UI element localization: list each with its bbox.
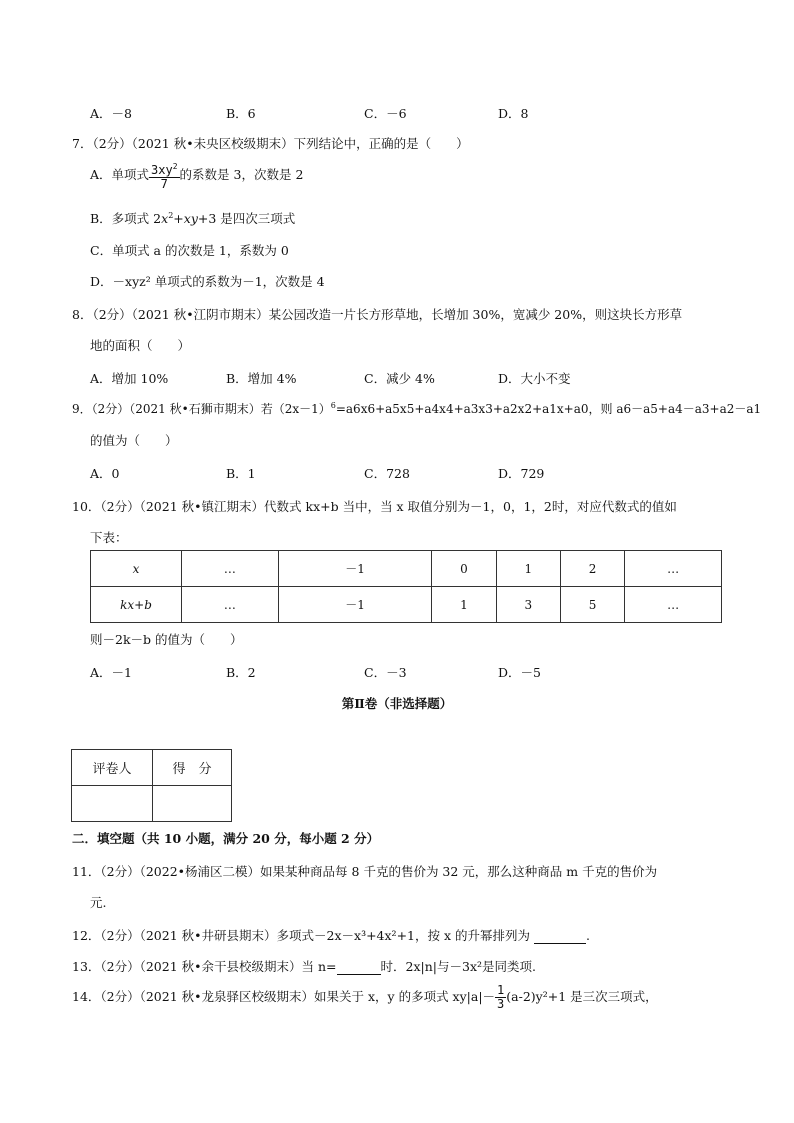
- q13-prefix: 13．（2分）（2021 秋•余干县校级期末）当 n=: [72, 959, 337, 974]
- table-row: [91, 551, 722, 587]
- q7-stem: 7．（2分）（2021 秋•未央区校级期末）下列结论中，正确的是（ ）: [72, 136, 469, 151]
- q8-line2: 地的面积（ ）: [90, 338, 191, 353]
- part2-heading: 二．填空题（共 10 小题，满分 20 分，每小题 2 分）: [72, 831, 380, 846]
- table-cell: －1: [278, 551, 432, 587]
- answer-blank[interactable]: [337, 959, 381, 975]
- q7-option-d: D．－xyz² 单项式的系数为－1，次数是 4: [90, 274, 325, 289]
- q7-a-suffix: 的系数是 3，次数是 2: [179, 167, 304, 182]
- q8-line1: 8．（2分）（2021 秋•江阴市期末）某公园改造一片长方形草地，长增加 30%，宽减少 20%，则这块长方形草: [72, 307, 683, 322]
- table-row: [72, 750, 232, 786]
- frac-den: 7: [160, 177, 168, 191]
- answer-blank[interactable]: [534, 928, 586, 944]
- q11-line2: 元.: [90, 895, 107, 910]
- q9-options: [90, 464, 690, 482]
- q10-line1: 10．（2分）（2021 秋•镇江期末）代数式 kx+b 当中，当 x 取值分别为－1，0，1，2时，对应代数式的值如: [72, 499, 677, 514]
- table-cell: 3: [496, 587, 560, 623]
- q9-line1: 9．（2分）（2021 秋•石狮市期末）若$(2x-1)^6=a6x6+a5x5+a4x4+a3x3+a2x2+a1x+a0$，则 a6－a5+a4－a3+a2－a1: [72, 401, 762, 416]
- reviewer-cell[interactable]: [72, 786, 153, 822]
- score-table: [71, 749, 232, 822]
- q14-prefix: 14．（2分）（2021 秋•龙泉驿区校级期末）如果关于 x，y 的多项式 xy|a|－: [72, 989, 496, 1004]
- frac-den: 3: [497, 997, 505, 1011]
- section-title: 第Ⅱ卷（非选择题）: [341, 696, 453, 711]
- option-b: B．6: [226, 106, 256, 121]
- reviewer-label: 评卷人: [72, 750, 153, 786]
- table-cell: kx+b: [91, 587, 182, 623]
- q10-after: 则－2k－b 的值为（ ）: [90, 632, 243, 647]
- fraction: $\frac{3xy^2}{7}$: [151, 162, 178, 191]
- q14: [72, 984, 658, 1011]
- value-table: [90, 550, 722, 623]
- option-d: D．729: [498, 466, 545, 481]
- q9-prefix: 9．（2分）（2021 秋•石狮市期末）若（2x－1）: [72, 402, 331, 416]
- q7-b-suffix: +3 是四次三项式: [197, 211, 296, 226]
- table-cell: －1: [278, 587, 432, 623]
- table-cell: …: [182, 551, 279, 587]
- q14-suffix: (a-2)y²+1 是三次三项式，: [506, 989, 658, 1004]
- option-a: A．增加 10%: [90, 371, 169, 386]
- frac-num: 3xy: [151, 163, 173, 177]
- fraction: [495, 984, 506, 1011]
- q11-line1: 11．（2分）（2022•杨浦区二模）如果某种商品每 8 千克的售价为 32 元，那么这种商品 m 千克的售价为: [72, 864, 658, 879]
- table-cell: …: [625, 587, 722, 623]
- table-cell: …: [625, 551, 722, 587]
- table-cell: 1: [496, 551, 560, 587]
- q7-option-a: [90, 160, 303, 191]
- option-b: B．增加 4%: [226, 371, 297, 386]
- score-cell[interactable]: [153, 786, 232, 822]
- q6-options: [90, 104, 690, 122]
- option-b: B．1: [226, 466, 256, 481]
- option-d: D．－5: [498, 665, 541, 680]
- q10-line2: 下表：: [90, 530, 128, 545]
- q12-suffix: .: [585, 928, 590, 943]
- option-a: A．－8: [90, 106, 132, 121]
- table-cell: 1: [432, 587, 496, 623]
- table-row: [72, 786, 232, 822]
- score-label: 得 分: [153, 750, 232, 786]
- q13: [72, 957, 536, 975]
- option-a: A．－1: [90, 665, 132, 680]
- q9-equation: =a6x6+a5x5+a4x4+a3x3+a2x2+a1x+a0，则 a6－a5+a4－a3+a2－a1: [335, 402, 762, 416]
- frac-num: 1: [497, 983, 505, 997]
- table-row: [91, 587, 722, 623]
- q12: [72, 926, 590, 944]
- table-cell: 5: [560, 587, 624, 623]
- option-d: D．8: [498, 106, 529, 121]
- q8-options: [90, 369, 690, 387]
- table-cell: x: [91, 551, 182, 587]
- q13-suffix: 时．2x|n|与－3x²是同类项.: [380, 959, 536, 974]
- q7-a-prefix: A．单项式: [90, 167, 150, 182]
- q12-prefix: 12．（2分）（2021 秋•井研县期末）多项式－2x－x³+4x²+1，按 x 的升幂排列为: [72, 928, 534, 943]
- q7-b-prefix: B．多项式 2: [90, 211, 162, 226]
- option-a: A．0: [90, 466, 120, 481]
- q7-option-b: B．多项式 $2x^2+xy+3$ 是四次三项式: [90, 210, 296, 226]
- option-c: C．－3: [364, 665, 407, 680]
- option-c: C．减少 4%: [364, 371, 435, 386]
- table-cell: 2: [560, 551, 624, 587]
- option-c: C．－6: [364, 106, 407, 121]
- q7-option-c: C．单项式 a 的次数是 1，系数为 0: [90, 243, 289, 258]
- table-cell: …: [182, 587, 279, 623]
- option-c: C．728: [364, 466, 410, 481]
- q9-line2: 的值为（ ）: [90, 433, 178, 448]
- option-b: B．2: [226, 665, 256, 680]
- q10-options: [90, 663, 690, 681]
- option-d: D．大小不变: [498, 371, 571, 386]
- table-cell: 0: [432, 551, 496, 587]
